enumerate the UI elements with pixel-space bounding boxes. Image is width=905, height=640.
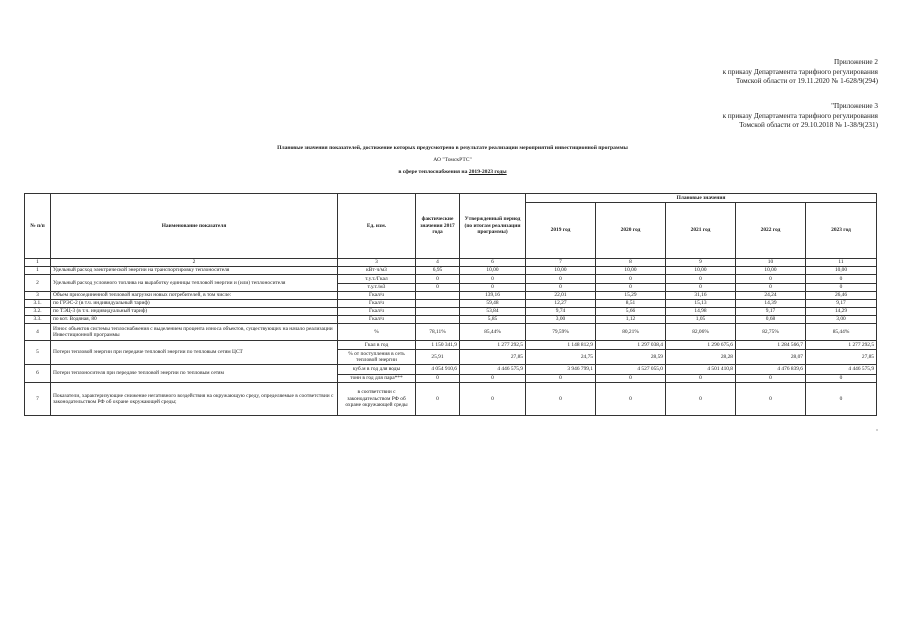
row-year-value: 1,05: [666, 316, 736, 324]
row-year-value: 0,68: [736, 316, 806, 324]
row-year-value: 14,98: [666, 308, 736, 316]
row-unit: в соответствии с законодательством РФ об охране окружающей среды: [338, 383, 416, 416]
indicators-table: [24, 193, 877, 416]
row-year-value: 0: [526, 284, 596, 292]
row-year-value: 85,44%: [806, 324, 877, 341]
row-fact: 0: [416, 375, 460, 383]
row-year-value: 0: [806, 275, 877, 284]
row-year-value: 10,00: [666, 267, 736, 275]
row-year-value: 1 148 812,9: [526, 341, 596, 350]
col-number: 6: [460, 259, 526, 267]
header-row-1: [25, 194, 877, 203]
row-unit: кВт·ч/м3: [338, 267, 416, 275]
row-approved: 85,44%: [460, 324, 526, 341]
row-year-value: 4 476 839,6: [736, 365, 806, 375]
table-row: [25, 292, 877, 300]
row-unit: % от поступления в сеть тепловой энергии: [338, 350, 416, 365]
row-year-value: 0: [736, 375, 806, 383]
col-header-approved: Утвержденный период (по итогам реализации программы): [460, 194, 526, 259]
col-header-num: № п/п: [25, 194, 51, 259]
row-num: 3: [25, 292, 51, 300]
col-number: 8: [596, 259, 666, 267]
closing-quote-mark: ": [876, 430, 879, 435]
row-year-value: 24,24: [736, 292, 806, 300]
col-number: 11: [806, 259, 877, 267]
row-unit: Гкал/ч: [338, 292, 416, 300]
row-year-value: 9,17: [736, 308, 806, 316]
col-number: 9: [666, 259, 736, 267]
table-row: [25, 324, 877, 341]
row-unit: тонн в год для пара***: [338, 375, 416, 383]
row-fact: [416, 300, 460, 308]
col-header-year: 2020 год: [596, 203, 666, 259]
col-number: 1: [25, 259, 51, 267]
col-header-year: 2021 год: [666, 203, 736, 259]
row-fact: 0: [416, 275, 460, 284]
row-name: Удельный расход электрической энергии на транспортировку теплоносителя: [51, 267, 338, 275]
row-unit: Гкал/ч: [338, 300, 416, 308]
row-approved: 0: [460, 284, 526, 292]
row-year-value: 15,29: [596, 292, 666, 300]
row-unit: Гкал/ч: [338, 308, 416, 316]
row-year-value: 0: [736, 284, 806, 292]
col-header-planned: Плановые значения: [526, 194, 877, 203]
row-year-value: 15,13: [666, 300, 736, 308]
row-approved: 0: [460, 383, 526, 416]
appendix-2-header: [618, 58, 878, 87]
table-row: [25, 383, 877, 416]
col-header-fact: фактические значения 2017 года: [416, 194, 460, 259]
row-year-value: 10,00: [596, 267, 666, 275]
row-approved: 139,16: [460, 292, 526, 300]
row-name: по ГРЭС-2 (в т.ч. индивидуальный тариф): [51, 300, 338, 308]
col-header-year: 2023 год: [806, 203, 877, 259]
appendix-3-line2: к приказу Департамента тарифного регулирования: [722, 111, 878, 120]
row-year-value: 10,00: [526, 267, 596, 275]
row-year-value: 0: [736, 275, 806, 284]
row-year-value: 5,66: [596, 308, 666, 316]
row-num: 3.2.: [25, 308, 51, 316]
appendix-3-line3: Томской области от 29.10.2018 № 1-38/9(231): [739, 121, 878, 130]
row-approved: 59,48: [460, 300, 526, 308]
row-unit: Гкал в год: [338, 341, 416, 350]
row-year-value: 0: [596, 383, 666, 416]
sphere-years: 2019-2023 годы: [468, 169, 507, 175]
row-year-value: 0: [526, 275, 596, 284]
row-year-value: 0: [596, 375, 666, 383]
row-fact: 0: [416, 383, 460, 416]
row-num: 1: [25, 267, 51, 275]
row-year-value: 1 277 292,5: [806, 341, 877, 350]
row-year-value: 26,46: [806, 292, 877, 300]
row-approved: 53,84: [460, 308, 526, 316]
row-year-value: 0: [806, 375, 877, 383]
row-num: 7: [25, 383, 51, 416]
row-year-value: 28,59: [596, 350, 666, 365]
row-approved: 0: [460, 275, 526, 284]
row-year-value: 28,07: [736, 350, 806, 365]
row-year-value: 0: [736, 383, 806, 416]
row-year-value: 10,00: [806, 267, 877, 275]
row-num: 2: [25, 275, 51, 292]
row-fact: 1 150 341,9: [416, 341, 460, 350]
row-year-value: 12,27: [526, 300, 596, 308]
row-year-value: 0: [666, 275, 736, 284]
row-year-value: 0: [666, 383, 736, 416]
row-year-value: 4 527 055,0: [596, 365, 666, 375]
row-year-value: 4 446 575,9: [806, 365, 877, 375]
row-fact: 6,95: [416, 267, 460, 275]
row-year-value: 0: [666, 375, 736, 383]
table-row: [25, 316, 877, 324]
table-row: [25, 275, 877, 284]
row-year-value: 9,17: [806, 300, 877, 308]
row-name: Показатели, характеризующие снижение негативного воздействия на окружающую среду, определяемые в соответствии с законодательством РФ об охране окружающей среды;: [51, 383, 338, 416]
column-number-row: [25, 259, 877, 267]
row-year-value: 0: [596, 275, 666, 284]
row-unit: Гкал/ч: [338, 316, 416, 324]
row-year-value: 0: [806, 383, 877, 416]
row-year-value: 0: [526, 383, 596, 416]
row-year-value: 24,75: [526, 350, 596, 365]
appendix-3-line1: "Приложение 3: [831, 102, 878, 110]
row-year-value: 0: [666, 284, 736, 292]
row-unit: т.у.т./м3: [338, 284, 416, 292]
row-approved: 10,00: [460, 267, 526, 275]
table-row: [25, 341, 877, 350]
row-approved: 27,85: [460, 350, 526, 365]
col-header-unit: Ед. изм.: [338, 194, 416, 259]
row-year-value: 31,16: [666, 292, 736, 300]
row-fact: [416, 292, 460, 300]
row-approved: 4 446 575,9: [460, 365, 526, 375]
row-name: Объем присоединенной тепловой нагрузки новых потребителей, в том числе:: [51, 292, 338, 300]
row-year-value: 8,51: [596, 300, 666, 308]
row-num: 6: [25, 365, 51, 383]
appendix-3-header: [618, 102, 878, 131]
col-number: 4: [416, 259, 460, 267]
col-header-year: 2019 год: [526, 203, 596, 259]
col-header-year: 2022 год: [736, 203, 806, 259]
table-row: [25, 365, 877, 375]
sphere-line: [0, 169, 905, 175]
row-unit: куб.м в год для воды: [338, 365, 416, 375]
row-year-value: 82,06%: [666, 324, 736, 341]
row-year-value: 9,74: [526, 308, 596, 316]
row-fact: 4 054 910,6: [416, 365, 460, 375]
row-year-value: 22,01: [526, 292, 596, 300]
row-name: Износ объектов системы теплоснабжения с выделением процента износа объектов, существующих на начало реализации Инвестиционной программы: [51, 324, 338, 341]
col-number: 10: [736, 259, 806, 267]
row-fact: [416, 316, 460, 324]
col-number: 2: [51, 259, 338, 267]
row-year-value: 3 946 799,1: [526, 365, 596, 375]
row-name: Потери теплоносителя при передаче тепловой энергии по тепловым сетям: [51, 365, 338, 383]
row-year-value: 80,21%: [596, 324, 666, 341]
row-unit: %: [338, 324, 416, 341]
row-name: Удельный расход условного топлива на выработку единицы тепловой энергии и (или) теплоносителя: [51, 275, 338, 292]
row-name: Потери тепловой энергии при передаче тепловой энергии по тепловым сетям ЦСТ: [51, 341, 338, 365]
row-year-value: 82,75%: [736, 324, 806, 341]
row-fact: 0: [416, 284, 460, 292]
row-name: по кот. Водяная, 80: [51, 316, 338, 324]
row-year-value: 28,28: [666, 350, 736, 365]
row-fact: [416, 308, 460, 316]
row-year-value: 1 284 566,7: [736, 341, 806, 350]
row-name: по ТЭЦ-3 (в т.ч. индивидуальный тариф): [51, 308, 338, 316]
company-name: АО "ТомскРТС": [433, 157, 472, 163]
row-year-value: 0: [806, 284, 877, 292]
row-year-value: 4 501 410,8: [666, 365, 736, 375]
row-approved: 5,85: [460, 316, 526, 324]
table-row: [25, 267, 877, 275]
appendix-2-line3: Томской области от 19.11.2020 № 1-628/9(294): [735, 77, 878, 86]
table-row: [25, 300, 877, 308]
row-year-value: 1 297 038,4: [596, 341, 666, 350]
row-fact: 25,91: [416, 350, 460, 365]
appendix-2-line1: Приложение 2: [834, 58, 878, 66]
row-year-value: 0: [596, 284, 666, 292]
document-title: Плановые значения показателей, достижение которых предусмотрено в результате реализации мероприятий инвестиционной программы: [277, 145, 628, 151]
sphere-prefix: в сфере теплоснабжения на: [398, 169, 469, 175]
row-approved: 1 277 292,5: [460, 341, 526, 350]
row-year-value: 79,59%: [526, 324, 596, 341]
row-fact: 78,11%: [416, 324, 460, 341]
row-year-value: 14,29: [806, 308, 877, 316]
table-row: [25, 308, 877, 316]
row-year-value: 3,00: [526, 316, 596, 324]
appendix-2-line2: к приказу Департамента тарифного регулирования: [722, 67, 878, 76]
row-num: 3.1.: [25, 300, 51, 308]
row-year-value: 1,12: [596, 316, 666, 324]
row-num: 4: [25, 324, 51, 341]
col-number: 7: [526, 259, 596, 267]
row-num: 3.3.: [25, 316, 51, 324]
row-year-value: 14,39: [736, 300, 806, 308]
row-approved: 0: [460, 375, 526, 383]
row-unit: т.у.т./Гкал: [338, 275, 416, 284]
row-year-value: 0: [526, 375, 596, 383]
row-year-value: 3,00: [806, 316, 877, 324]
col-header-name: Наименование показателя: [51, 194, 338, 259]
row-year-value: 27,85: [806, 350, 877, 365]
row-num: 5: [25, 341, 51, 365]
row-year-value: 10,00: [736, 267, 806, 275]
row-year-value: 1 290 675,6: [666, 341, 736, 350]
col-number: 3: [338, 259, 416, 267]
